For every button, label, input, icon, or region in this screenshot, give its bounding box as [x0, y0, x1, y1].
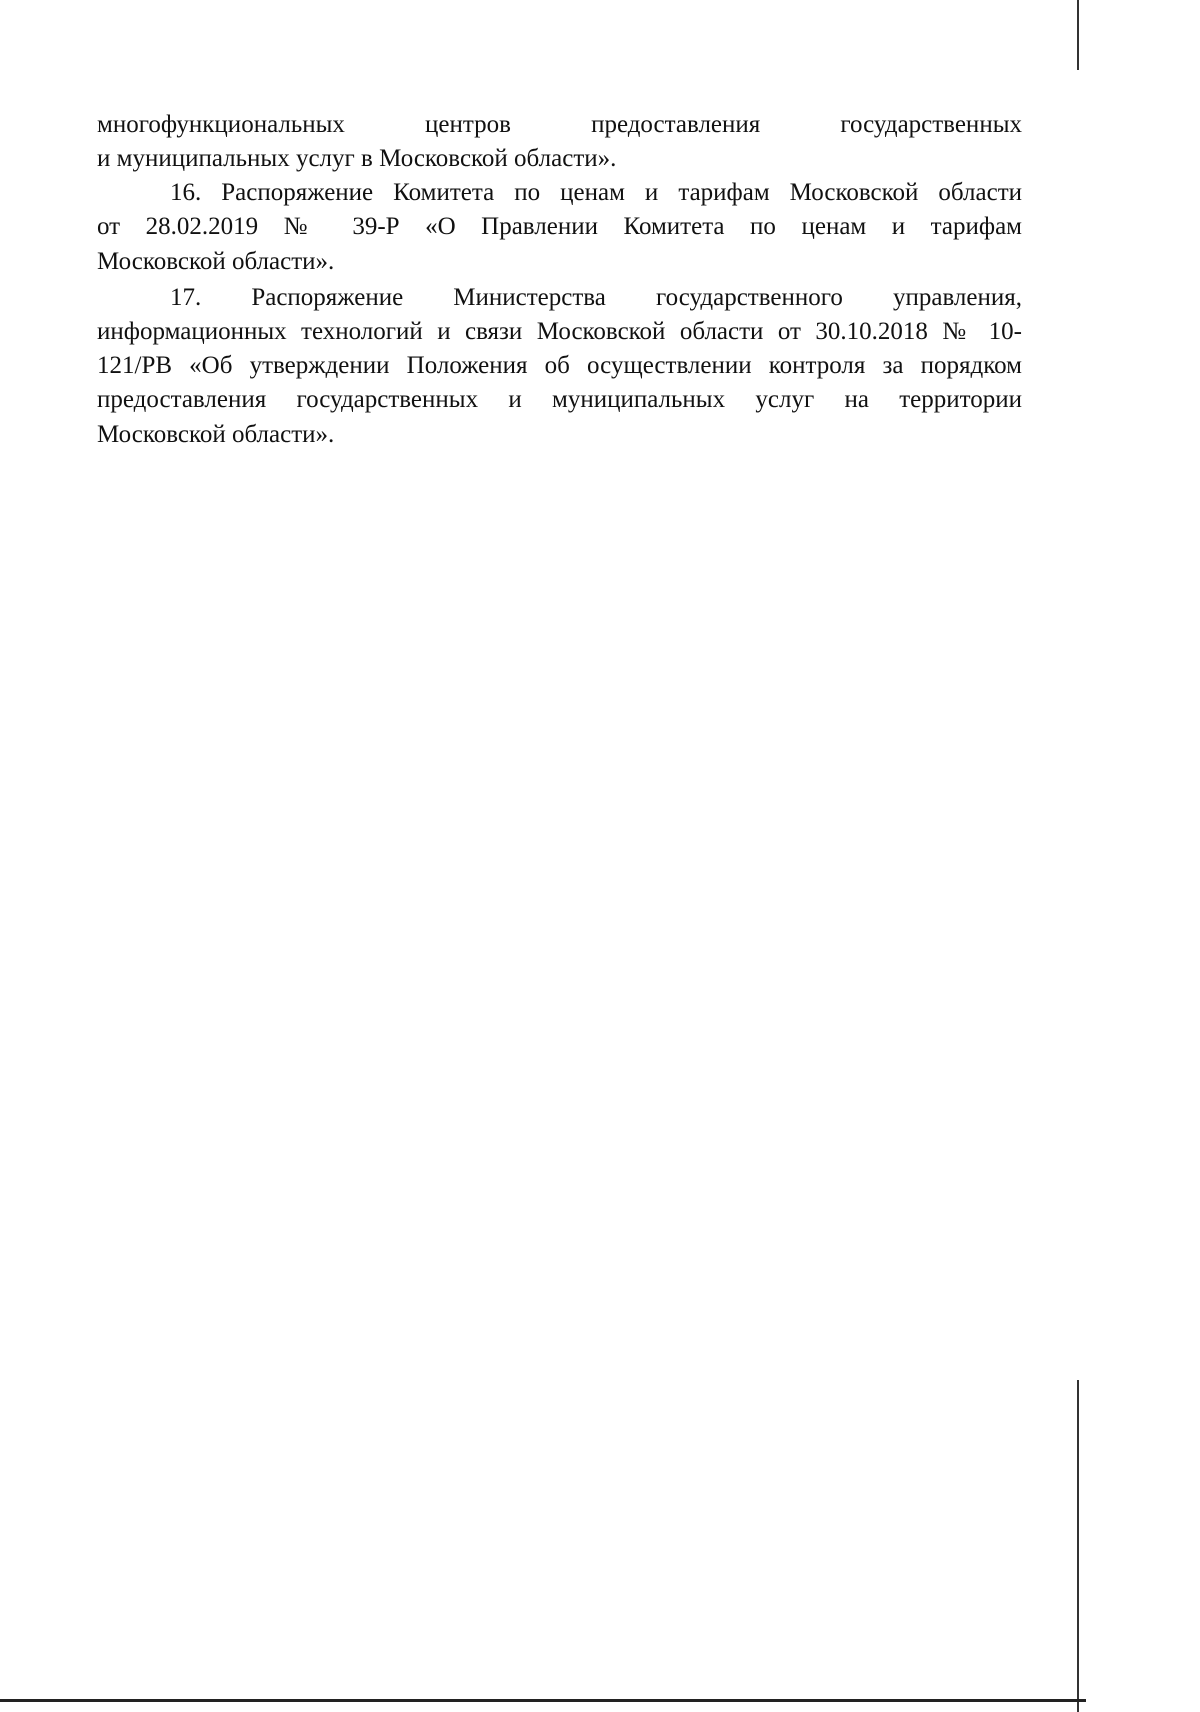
paragraph-16-line-1: 16. Распоряжение Комитета по ценам и тарифам Московской области: [170, 179, 1022, 206]
paragraph-17-line-3: 121/РВ «Об утверждении Положения об осуществлении контроля за порядком: [97, 352, 1022, 379]
paragraph-17-line-1: 17. Распоряжение Министерства государственного управления,: [170, 284, 1022, 311]
scan-edge-right-bottom: [1077, 1380, 1079, 1712]
paragraph-17-line-4: предоставления государственных и муниципальных услуг на территории: [97, 386, 1022, 413]
paragraph-16-line-2: от 28.02.2019 № 39-Р «О Правлении Комитета по ценам и тарифам: [97, 213, 1022, 240]
scan-edge-bottom: [0, 1699, 1086, 1702]
paragraph-17-line-5: Московской области».: [97, 421, 335, 448]
paragraph-15-line-2: и муниципальных услуг в Московской области».: [97, 145, 617, 172]
paragraph-15-line-1: многофункциональных центров предоставления государственных: [97, 111, 1022, 138]
paragraph-16-line-3: Московской области».: [97, 248, 335, 275]
paragraph-17-line-2: информационных технологий и связи Московской области от 30.10.2018 № 10-: [97, 318, 1022, 345]
scan-edge-right-top: [1077, 0, 1079, 70]
